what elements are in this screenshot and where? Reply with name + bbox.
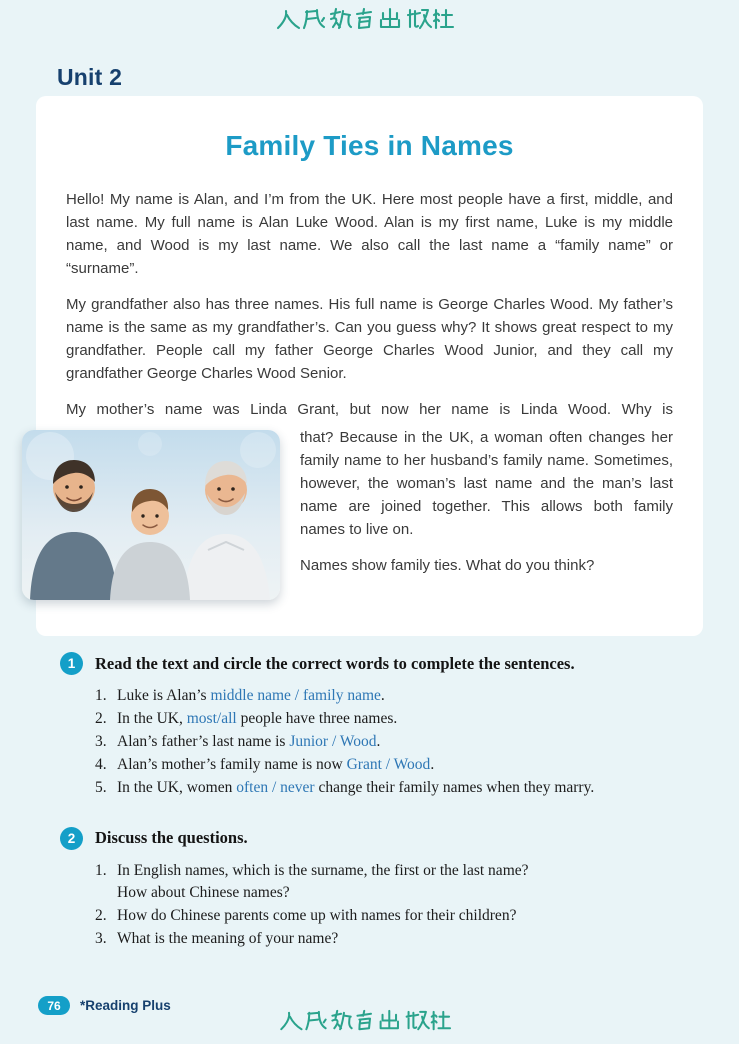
item-number: 2. (95, 907, 107, 924)
item-line-1: How do Chinese parents come up with names for their children? (117, 907, 517, 924)
item-post-text: . (380, 687, 385, 704)
footer (38, 996, 171, 1015)
family-photo-illustration (22, 430, 280, 600)
item-text (117, 777, 700, 800)
item-post-text: change their family names when they marry. (314, 779, 595, 796)
item-number: 1. (95, 861, 107, 879)
paragraph-1: Hello! My name is Alan, and I’m from the UK. Here most people have a first, middle, and last name. My full name is Alan Luke Wood. Alan is my first name, Luke is my middle name, and Wood is my last name. We also call the last name a “family name” or “surname”. (66, 191, 673, 277)
choice-text: most/all (186, 710, 237, 727)
item-line-1: In English names, which is the surname, the first or the last name? (117, 861, 529, 879)
exercise-1-item (95, 708, 700, 731)
page-number-badge: 76 (38, 996, 70, 1015)
paragraph-2: My grandfather also has three names. His full name is George Charles Wood. My father’s name is the same as my grandfather’s. Can you guess why? It shows great respect to my grandfather. People call my father George Charles Wood Junior, and they call my grandfather George Charles Wood Senior. (66, 296, 673, 382)
item-pre-text: Luke is Alan’s (117, 687, 211, 704)
item-post-text: people have three names. (236, 710, 398, 727)
exercise-1-header (60, 652, 700, 675)
item-pre-text: In the UK, (117, 710, 187, 727)
item-post-text: . (430, 756, 435, 773)
item-number: 3. (95, 930, 107, 947)
item-line-1: What is the meaning of your name? (117, 930, 339, 947)
item-number: 5. (95, 779, 107, 796)
item-text (117, 685, 700, 708)
item-number: 2. (95, 710, 107, 727)
choice-text: Grant / Wood (346, 756, 431, 773)
item-pre-text: Alan’s mother’s family name is now (117, 756, 347, 773)
choice-text: Junior / Wood (289, 733, 377, 750)
item-text (117, 860, 700, 905)
exercise-1-item (95, 754, 700, 777)
item-number: 3. (95, 733, 107, 750)
exercise-2-items (95, 860, 700, 951)
press-logo-top (270, 6, 470, 34)
paragraph-3-rest: that? Because in the UK, a woman often changes her family name to her husband’s family name. Sometimes, however, the woman’s last name and the man’s last name are joined together. This allows both family names to live on. (300, 429, 673, 538)
item-text (117, 928, 700, 951)
press-logo-bottom (275, 1008, 465, 1035)
item-pre-text: Alan’s father’s last name is (117, 733, 290, 750)
paragraph-3-first-line: My mother’s name was Linda Grant, but now her name is Linda Wood. Why is (66, 401, 673, 418)
item-text (117, 731, 700, 754)
press-logo-icon (270, 6, 470, 34)
item-line-2: How about Chinese names? (117, 884, 290, 901)
exercise-1-item (95, 731, 700, 754)
item-number: 4. (95, 756, 107, 773)
choice-text: often / never (236, 779, 315, 796)
item-number: 1. (95, 687, 107, 704)
exercise-2-header (60, 827, 700, 850)
exercise-1-items (95, 685, 700, 800)
choice-text: middle name / family name (210, 687, 381, 704)
exercise-2-item (95, 905, 700, 928)
item-text (117, 754, 700, 777)
exercises-section (60, 652, 700, 978)
exercise-1-badge: 1 (60, 652, 83, 675)
press-logo-icon (275, 1008, 465, 1035)
paragraph-4: Names show family ties. What do you think? (300, 557, 595, 574)
exercise-1-section (60, 652, 700, 800)
exercise-2-item (95, 928, 700, 951)
reading-plus-label: *Reading Plus (80, 998, 171, 1013)
item-post-text: . (376, 733, 381, 750)
item-text (117, 905, 700, 928)
article-title: Family Ties in Names (225, 130, 514, 161)
exercise-1-heading: Read the text and circle the correct words to complete the sentences. (95, 653, 575, 673)
exercise-2-badge: 2 (60, 827, 83, 850)
item-text (117, 708, 700, 731)
unit-title: Unit 2 (57, 64, 123, 90)
article-card (36, 96, 703, 636)
family-photo (22, 430, 280, 600)
exercise-1-item (95, 777, 700, 800)
exercise-2-item (95, 860, 700, 905)
exercise-2-heading: Discuss the questions. (95, 828, 248, 847)
item-pre-text: In the UK, women (117, 779, 237, 796)
exercise-1-item (95, 685, 700, 708)
exercise-2-section (60, 827, 700, 951)
